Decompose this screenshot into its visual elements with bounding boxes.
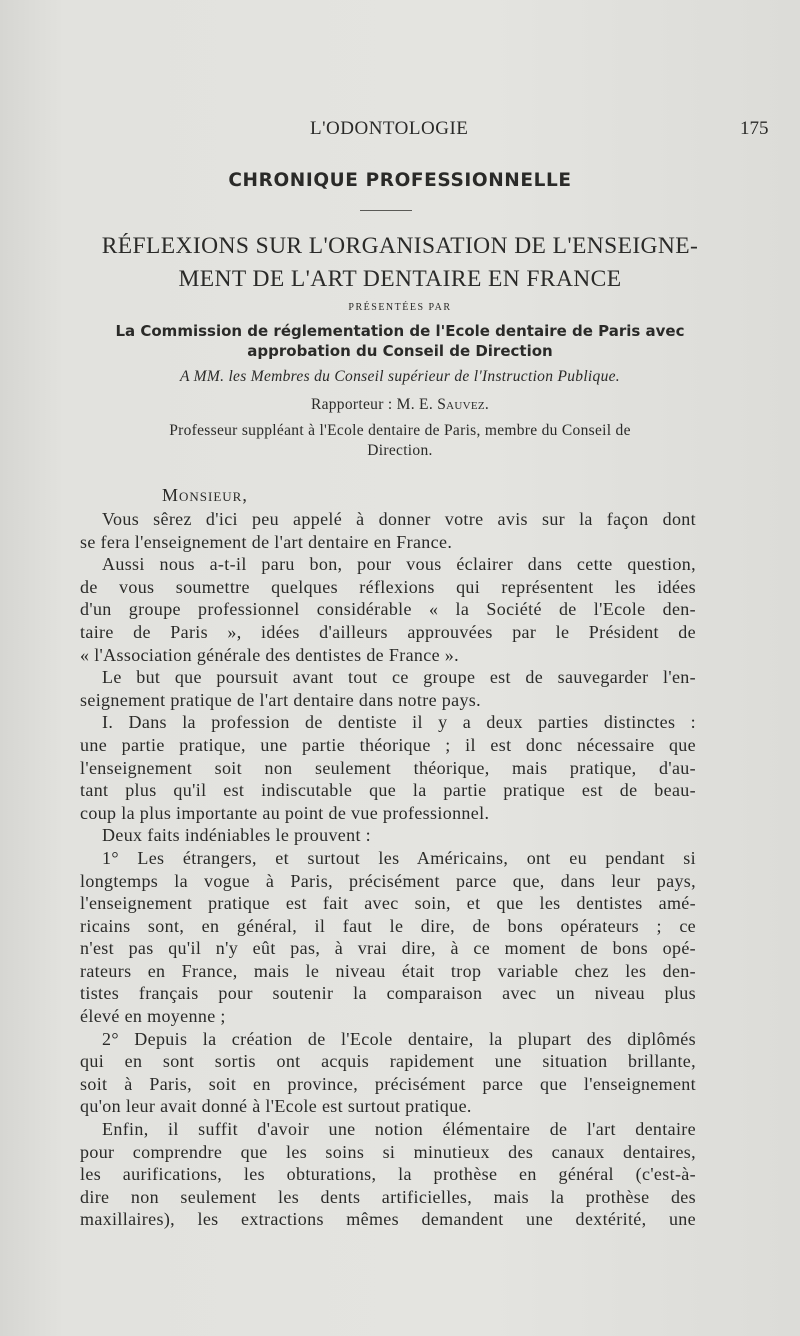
title-divider xyxy=(360,210,412,211)
running-head xyxy=(0,118,800,142)
rapporteur-label: Rapporteur : M. E. xyxy=(310,396,433,413)
article-title xyxy=(80,230,720,296)
body-line: maxillaires), les extractions mêmes demandent une dextérité, une xyxy=(80,1209,696,1230)
professor-credit xyxy=(80,421,720,461)
rapporteur-line xyxy=(0,396,800,414)
commission-line-1: La Commission de réglementation de l'Ecole dentaire de Paris avec xyxy=(115,322,685,340)
body-line: l'enseignement soit non seulement théorique, mais pratique, d'au- xyxy=(80,757,696,778)
body-line: n'est pas qu'il n'y eût pas, à vrai dire, à ce moment de bons opé- xyxy=(80,938,696,959)
addressee: A MM. les Membres du Conseil supérieur de l'Instruction Publique. xyxy=(180,368,620,385)
presented-by-label: PRÉSENTÉES PAR xyxy=(348,302,452,313)
body-line: I. Dans la profession de dentiste il y a deux parties distinctes : xyxy=(102,712,696,733)
professor-credit-line-1: Professeur suppléant à l'Ecole dentaire de Paris, membre du Conseil de xyxy=(169,422,631,439)
journal-title: L'ODONTOLOGIE xyxy=(310,118,469,139)
body-line: se fera l'enseignement de l'art dentaire en France. xyxy=(80,531,453,552)
section-heading: CHRONIQUE PROFESSIONNELLE xyxy=(228,170,572,191)
article-title-line: MENT DE L'ART DENTAIRE EN FRANCE xyxy=(178,266,622,292)
body-line: taire de Paris », idées d'ailleurs approuvées par le Président de xyxy=(80,621,696,642)
commission-line-2: approbation du Conseil de Direction xyxy=(247,342,553,360)
commission-line xyxy=(80,321,720,361)
professor-credit-line-2: Direction. xyxy=(367,442,433,459)
body-line: seignement pratique de l'art dentaire dans notre pays. xyxy=(80,689,482,710)
body-line: Deux faits indéniables le prouvent : xyxy=(102,825,372,846)
body-line: dire non seulement les dents artificielles, mais la prothèse des xyxy=(80,1186,696,1207)
body-line: soit à Paris, soit en province, précisément parce que l'enseignement xyxy=(80,1073,696,1094)
body-line: Aussi nous a-t-il paru bon, pour vous éclairer dans cette question, xyxy=(102,554,696,575)
body-line: les aurifications, les obturations, la prothèse en général (c'est-à- xyxy=(80,1164,696,1185)
body-line: 2° Depuis la création de l'Ecole dentaire, la plupart des diplômés xyxy=(102,1028,696,1049)
body-line: ricains sont, en général, il faut le dire, de bons opérateurs ; ce xyxy=(80,915,696,936)
body-line: Vous sêrez d'ici peu appelé à donner votre avis sur la façon dont xyxy=(102,509,696,529)
body-line: de vous soumettre quelques réflexions qui représentent les idées xyxy=(80,576,696,597)
page-number: 175 xyxy=(740,118,769,139)
salutation: Monsieur, xyxy=(162,485,248,505)
body-line: qui en sont sortis ont acquis rapidement une situation brillante, xyxy=(80,1051,696,1072)
rapporteur-name: Sauvez. xyxy=(437,396,490,413)
body-line: tant plus qu'il est indiscutable que la partie pratique est de beau- xyxy=(80,780,696,801)
body-line: d'un groupe professionnel considérable « la Société de l'Ecole den- xyxy=(80,599,696,620)
body-line: rateurs en France, mais le niveau était trop variable chez les den- xyxy=(80,960,696,981)
body-line: 1° Les étrangers, et surtout les Américains, ont eu pendant si xyxy=(102,847,696,868)
body-line: Le but que poursuit avant tout ce groupe est de sauvegarder l'en- xyxy=(102,667,696,688)
article-title-line: RÉFLEXIONS SUR L'ORGANISATION DE L'ENSEIGNE- xyxy=(101,233,699,259)
body-text xyxy=(80,508,696,1231)
body-line: tistes français pour soutenir la comparaison avec un niveau plus xyxy=(80,983,696,1004)
body-line: une partie pratique, une partie théorique ; il est donc nécessaire que xyxy=(80,734,696,755)
body-line: élevé en moyenne ; xyxy=(80,1006,226,1027)
body-line: longtemps la vogue à Paris, précisément parce que, dans leur pays, xyxy=(80,870,696,891)
body-line: l'enseignement pratique est fait avec soin, et que les dentistes amé- xyxy=(80,893,696,914)
body-line: coup la plus importante au point de vue professionnel. xyxy=(80,802,490,823)
body-line: « l'Association générale des dentistes de France ». xyxy=(80,644,459,665)
body-line: qu'on leur avait donné à l'Ecole est surtout pratique. xyxy=(80,1096,472,1117)
body-line: Enfin, il suffit d'avoir une notion élémentaire de l'art dentaire xyxy=(102,1119,696,1140)
body-line: pour comprendre que les soins si minutieux des canaux dentaires, xyxy=(80,1141,696,1162)
